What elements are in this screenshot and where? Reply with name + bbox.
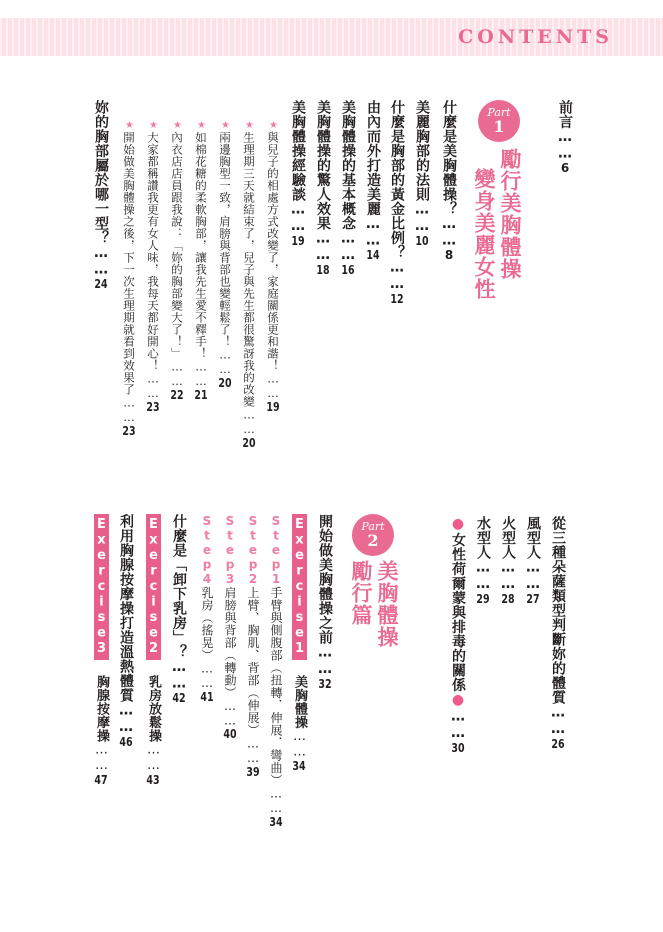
toc-label: 上臂、胸肌、背部（伸展） — [246, 586, 260, 737]
toc-page: 40 — [223, 728, 237, 740]
toc-item[interactable]: 水型人……29 — [475, 516, 491, 605]
star-icon: ★ — [172, 120, 183, 132]
toc-label: 由內而外打造美麗 — [365, 100, 381, 216]
toc-page: 23 — [122, 424, 136, 437]
star-icon: ★ — [268, 120, 279, 132]
part-2-title-line2: 勵行篇 — [349, 560, 373, 626]
exercise-tag: Exercise1 — [292, 514, 307, 660]
toc-page: 14 — [366, 249, 380, 261]
toc-exercise-3[interactable]: Exercise3 胸腺按摩操……47 — [92, 514, 110, 786]
toc-page: 26 — [551, 737, 565, 750]
toc-page: 46 — [119, 735, 133, 748]
toc-item[interactable]: 火型人……28 — [500, 516, 516, 605]
exercise-tag: Exercise2 — [146, 514, 161, 660]
toc-page: 43 — [146, 773, 160, 786]
toc-testimonial[interactable]: ★生理期三天就結束了，兒子與先生都很驚訝我的改變……20 — [242, 120, 256, 449]
toc-label: 與兒子的相處方式改變了，家庭關係更和諧！ — [266, 131, 280, 372]
toc-label: 大家都稱讚我更有女人味，我每天都好開心！ — [146, 131, 160, 372]
toc-item[interactable]: 開始做美胸體操之前……32 — [317, 514, 333, 690]
toc-exercise-1[interactable]: Exercise1 美胸體操……34 — [290, 514, 308, 772]
toc-label: 美胸體操 — [292, 675, 307, 729]
dot-icon: ● — [450, 692, 466, 709]
toc-label: 火型人 — [500, 516, 516, 560]
toc-page: 47 — [94, 773, 108, 786]
toc-page: 39 — [246, 765, 260, 778]
toc-page: 24 — [94, 278, 108, 290]
toc-item[interactable]: 美胸體操的驚人效果……18 — [315, 100, 331, 276]
part-badge-label: Part — [361, 520, 385, 533]
toc-label: 肩膀與背部（轉動） — [223, 586, 237, 699]
toc-label: 什麼是美胸體操？ — [441, 100, 457, 216]
toc-label: 女性荷爾蒙與排毒的關係 — [450, 532, 466, 692]
part-1-title-line2: 變身美麗女性 — [472, 168, 496, 300]
toc-item[interactable]: 什麼是美胸體操？……8 — [441, 100, 457, 261]
toc-page: 41 — [200, 690, 214, 703]
toc-page: 42 — [172, 692, 186, 704]
toc-step[interactable]: Step3肩膀與背部（轉動）……40 — [223, 514, 237, 740]
part-badge-number: 2 — [367, 531, 379, 550]
toc-label: 美胸體操的基本概念 — [340, 100, 356, 231]
toc-item[interactable]: 利用胸腺按摩操打造溫熱體質……46 — [118, 514, 134, 748]
toc-item[interactable]: 什麼是「卸下乳房」？……42 — [171, 514, 187, 704]
toc-label: 胸腺按摩操 — [94, 675, 109, 743]
toc-item[interactable]: 從三種朵薩類型判斷妳的體質……26 — [550, 516, 566, 750]
toc-label: 什麼是胸部的黃金比例？ — [389, 100, 405, 260]
part-1-badge — [478, 100, 520, 142]
toc-page: 16 — [341, 263, 355, 276]
toc-testimonial[interactable]: ★開始做美胸體操之後，下一次生理期就看到效果了……23 — [122, 120, 136, 437]
step-label: Step3 — [223, 514, 237, 587]
part-badge-label: Part — [487, 106, 511, 119]
toc-label: 美胸體操的驚人效果 — [315, 100, 331, 231]
star-icon: ★ — [244, 120, 255, 132]
toc-label: 乳房放鬆操 — [146, 675, 161, 743]
toc-label: 什麼是「卸下乳房」？ — [171, 514, 187, 659]
toc-page: 19 — [291, 234, 305, 247]
part-2-badge — [352, 514, 394, 556]
toc-label: 前言 — [557, 100, 573, 129]
toc-item[interactable]: 美麗胸部的法則……10 — [414, 100, 430, 247]
toc-item[interactable]: 妳的胸部屬於哪一型？……24 — [93, 100, 109, 290]
toc-label: 兩邊胸型一致，肩膀與背部也變輕鬆了！ — [218, 131, 232, 348]
toc-page: 30 — [451, 741, 465, 754]
toc-preface[interactable]: 前言……6 — [557, 100, 573, 174]
toc-label: 從三種朵薩類型判斷妳的體質 — [550, 516, 566, 705]
toc-label: 美麗胸部的法則 — [414, 100, 430, 202]
toc-label: 手臂與側腹部（扭轉．伸展．彎曲） — [269, 586, 283, 787]
toc-page: 12 — [390, 292, 404, 305]
step-label: Step4 — [200, 514, 214, 587]
toc-label: 如棉花糖的柔軟胸部，讓我先生愛不釋手！ — [194, 131, 208, 360]
toc-label: 乳房（搖晃） — [200, 586, 214, 662]
toc-label: 開始做美胸體操之前 — [317, 514, 333, 645]
toc-label: 開始做美胸體操之後，下一次生理期就看到效果了 — [122, 131, 136, 396]
toc-page: 8 — [444, 249, 454, 261]
toc-item[interactable]: 什麼是胸部的黃金比例？……12 — [389, 100, 405, 305]
toc-label: 美胸體操經驗談 — [290, 100, 306, 202]
toc-page: 18 — [316, 263, 330, 276]
toc-step[interactable]: Step4乳房（搖晃）……41 — [200, 514, 214, 703]
toc-testimonial[interactable]: ★兩邊胸型一致，肩膀與背部也變輕鬆了！……20 — [218, 120, 232, 389]
toc-testimonial[interactable]: ★內衣店店員跟我說：「妳的胸部變大了！」……22 — [170, 120, 184, 401]
toc-page: 6 — [560, 162, 570, 174]
step-label: Step1 — [269, 514, 283, 587]
toc-item[interactable]: 風型人……27 — [525, 516, 541, 605]
toc-testimonial[interactable]: ★如棉花糖的柔軟胸部，讓我先生愛不釋手！……21 — [194, 120, 208, 401]
toc-page: 27 — [526, 592, 540, 605]
toc-page: 23 — [146, 400, 160, 413]
part-1-title-line1: 勵行美胸體操 — [498, 148, 522, 280]
toc-page: 32 — [318, 677, 332, 690]
toc-testimonial[interactable]: ★與兒子的相處方式改變了，家庭關係更和諧！……19 — [266, 120, 280, 413]
toc-label: 利用胸腺按摩操打造溫熱體質 — [118, 514, 134, 703]
star-icon: ★ — [220, 120, 231, 132]
part-badge-number: 1 — [493, 117, 505, 136]
toc-page: 29 — [476, 592, 490, 605]
toc-item[interactable]: 由內而外打造美麗……14 — [365, 100, 381, 261]
star-icon: ★ — [148, 120, 159, 132]
dot-icon: ● — [450, 516, 466, 533]
toc-page: 20 — [242, 436, 256, 449]
toc-step[interactable]: Step2上臂、胸肌、背部（伸展）……39 — [246, 514, 260, 778]
star-icon: ★ — [196, 120, 207, 132]
toc-testimonial[interactable]: ★大家都稱讚我更有女人味，我每天都好開心！……23 — [146, 120, 160, 413]
toc-page: 34 — [292, 760, 306, 772]
toc-step[interactable]: Step1手臂與側腹部（扭轉．伸展．彎曲）……34 — [269, 514, 283, 828]
toc-label: 妳的胸部屬於哪一型？ — [93, 100, 109, 245]
toc-item[interactable]: ●女性荷爾蒙與排毒的關係●……30 — [450, 516, 466, 754]
toc-page: 21 — [194, 388, 208, 401]
toc-label: 內衣店店員跟我說：「妳的胸部變大了！」 — [170, 131, 184, 360]
toc-page: 10 — [415, 234, 429, 247]
toc-page: 22 — [170, 388, 184, 401]
step-label: Step2 — [246, 514, 260, 587]
toc-page: 20 — [218, 376, 232, 389]
toc-page: 34 — [269, 815, 283, 828]
toc-page: 19 — [266, 400, 280, 413]
toc-item[interactable]: 美胸體操經驗談……19 — [290, 100, 306, 247]
toc-page: 28 — [501, 592, 515, 605]
exercise-tag: Exercise3 — [94, 514, 109, 660]
contents-title: CONTENTS — [458, 26, 613, 48]
star-icon: ★ — [124, 120, 135, 132]
toc-item[interactable]: 美胸體操的基本概念……16 — [340, 100, 356, 276]
toc-exercise-2[interactable]: Exercise2 乳房放鬆操……43 — [144, 514, 162, 786]
toc-label: 水型人 — [475, 516, 491, 560]
part-2-title-line1: 美胸體操 — [375, 560, 399, 648]
toc-label: 風型人 — [525, 516, 541, 560]
toc-label: 生理期三天就結束了，兒子與先生都很驚訝我的改變 — [242, 131, 256, 408]
